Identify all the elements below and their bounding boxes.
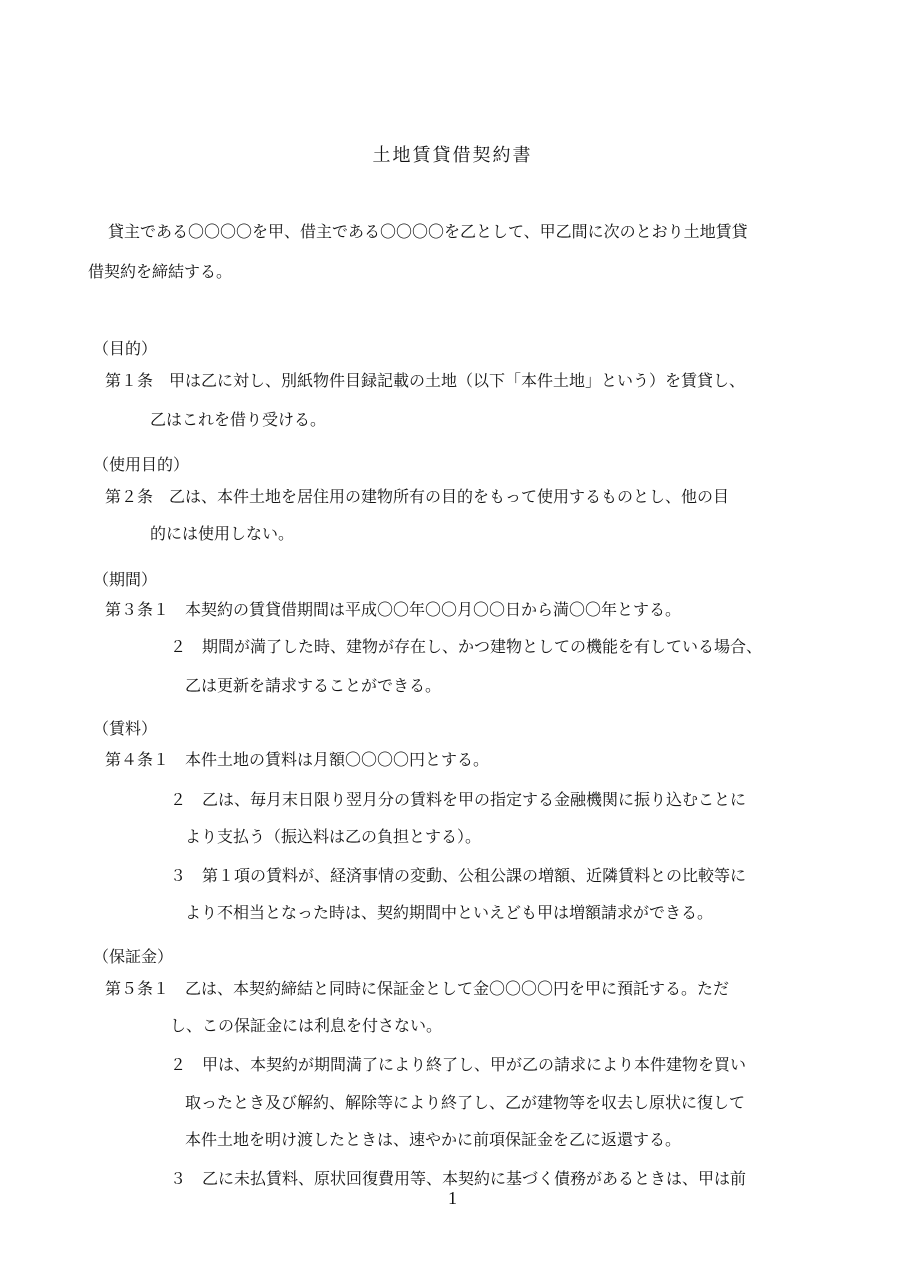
preamble-line: 貸主である〇〇〇〇を甲、借主である〇〇〇〇を乙として、甲乙間に次のとおり土地賃貸 (108, 222, 748, 241)
section-heading-rent: （賃料） (93, 719, 158, 738)
article-4-line: ２ 乙は、毎月末日限り翌月分の賃料を甲の指定する金融機関に振り込むことに (170, 790, 747, 809)
article-4-line: より不相当となった時は、契約期間中といえども甲は増額請求ができる。 (185, 903, 714, 922)
article-5-line: 取ったとき及び解約、解除等により終了し、乙が建物等を収去し原状に復して (185, 1093, 746, 1112)
article-3-line: ２ 期間が満了した時、建物が存在し、かつ建物としての機能を有している場合、 (170, 637, 763, 656)
article-3-line: 乙は更新を請求することができる。 (185, 676, 442, 695)
article-1-line: 第１条 甲は乙に対し、別紙物件目録記載の土地（以下「本件土地」という）を賃貸し、 (105, 371, 746, 390)
page-number: 1 (448, 1188, 457, 1208)
article-4-line: ３ 第１項の賃料が、経済事情の変動、公租公課の増額、近隣賃料との比較等に (170, 866, 747, 885)
article-2-line: 的には使用しない。 (150, 524, 295, 543)
section-heading-purpose: （目的） (93, 339, 158, 358)
article-5-line: ２ 甲は、本契約が期間満了により終了し、甲が乙の請求により本件建物を買い (170, 1055, 747, 1074)
document-title: 土地賃貸借契約書 (372, 145, 533, 166)
article-2-line: 第２条 乙は、本件土地を居住用の建物所有の目的をもって使用するものとし、他の目 (105, 487, 730, 506)
section-heading-use: （使用目的） (93, 455, 190, 474)
preamble-line: 借契約を締結する。 (88, 262, 233, 281)
article-5-line: 本件土地を明け渡したときは、速やかに前項保証金を乙に返還する。 (185, 1130, 682, 1149)
article-4-line: 第４条１ 本件土地の賃料は月額〇〇〇〇円とする。 (105, 750, 490, 769)
article-5-line: し、この保証金には利息を付さない。 (170, 1016, 443, 1035)
article-4-line: より支払う（振込料は乙の負担とする）。 (185, 827, 482, 846)
article-5-line: ３ 乙に未払賃料、原状回復費用等、本契約に基づく債務があるときは、甲は前 (170, 1169, 747, 1188)
article-1-line: 乙はこれを借り受ける。 (150, 410, 327, 429)
article-5-line: 第５条１ 乙は、本契約締結と同時に保証金として金〇〇〇〇円を甲に預託する。ただ (105, 979, 730, 998)
article-3-line: 第３条１ 本契約の賃貸借期間は平成〇〇年〇〇月〇〇日から満〇〇年とする。 (105, 600, 682, 619)
section-heading-term: （期間） (93, 570, 158, 589)
section-heading-deposit: （保証金） (93, 947, 174, 966)
